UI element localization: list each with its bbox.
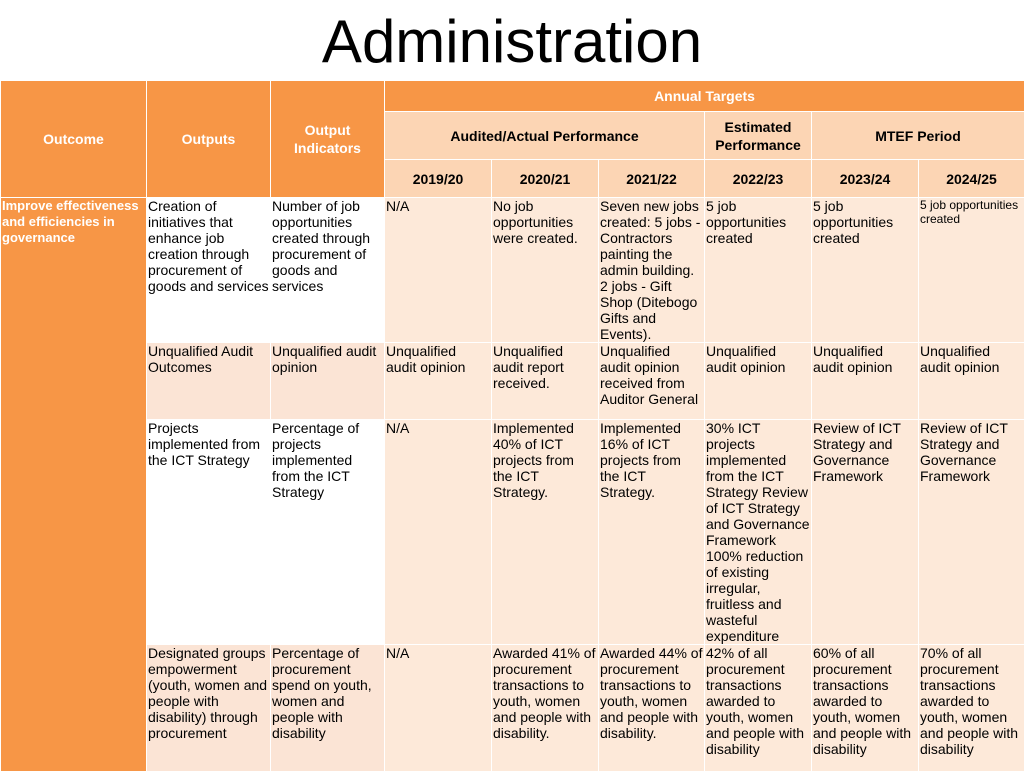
outcome-header: Outcome [1,81,147,198]
value-cell: 5 job opportunities created [705,198,812,343]
value-cell: Unqualified audit opinion [812,343,919,420]
table-row [1,343,1024,420]
value-cell: Unqualified audit opinion [705,343,812,420]
outputs-header: Outputs [147,81,271,198]
output-cell: Designated groups empowerment (youth, women and people with disability) through procurement [147,645,271,772]
value-cell: Implemented 16% of ICT projects from the ICT Strategy. [599,420,705,645]
value-cell: Unqualified audit report received. [492,343,599,420]
value-cell: Unqualified audit opinion [385,343,492,420]
value-cell: Unqualified audit opinion received from Auditor General [599,343,705,420]
value-cell: Awarded 41% of procurement transactions to youth, women and people with disability. [492,645,599,772]
value-cell: Seven new jobs created: 5 jobs - Contractors painting the admin building. 2 jobs - Gift Shop (Ditebogo Gifts and Events). [599,198,705,343]
value-cell: Awarded 44% of procurement transactions to youth, women and people with disability. [599,645,705,772]
table-row [1,198,1024,343]
annual-targets-header: Annual Targets [385,81,1024,112]
mtef-period-header: MTEF Period [812,112,1024,160]
indicator-cell: Percentage of projects implemented from the ICT Strategy [271,420,385,645]
value-cell: Implemented 40% of ICT projects from the ICT Strategy. [492,420,599,645]
page-title: Administration [0,6,1024,78]
header-row-1 [1,81,1024,112]
output-cell: Creation of initiatives that enhance job creation through procurement of goods and services [147,198,271,343]
value-cell: Review of ICT Strategy and Governance Framework [812,420,919,645]
value-cell: 60% of all procurement transactions awarded to youth, women and people with disability [812,645,919,772]
value-cell: Review of ICT Strategy and Governance Framework [919,420,1024,645]
value-cell: 5 job opportunities created [919,198,1024,343]
table-row [1,420,1024,645]
value-cell: N/A [385,645,492,772]
value-cell: 30% ICT projects implemented from the ICT Strategy Review of ICT Strategy and Governance Framework 100% reduction of existing irregular, fruitless and wasteful expenditure [705,420,812,645]
indicator-cell: Percentage of procurement spend on youth, women and people with disability [271,645,385,772]
indicator-cell: Unqualified audit opinion [271,343,385,420]
output-cell: Projects implemented from the ICT Strategy [147,420,271,645]
table-row [1,645,1024,772]
year-header: 2022/23 [705,160,812,198]
value-cell: 5 job opportunities created [812,198,919,343]
audited-performance-header: Audited/Actual Performance [385,112,705,160]
value-cell: No job opportunities were created. [492,198,599,343]
value-cell: 42% of all procurement transactions awarded to youth, women and people with disability [705,645,812,772]
value-cell: 70% of all procurement transactions awarded to youth, women and people with disability [919,645,1024,772]
performance-table [0,80,1024,772]
year-header: 2023/24 [812,160,919,198]
outcome-cell: Improve effectiveness and efficiencies in governance [1,198,147,772]
output-cell: Unqualified Audit Outcomes [147,343,271,420]
value-cell: N/A [385,420,492,645]
output-indicators-header: Output Indicators [271,81,385,198]
value-cell: Unqualified audit opinion [919,343,1024,420]
indicator-cell: Number of job opportunities created through procurement of goods and services [271,198,385,343]
year-header: 2021/22 [599,160,705,198]
year-header: 2020/21 [492,160,599,198]
value-cell: N/A [385,198,492,343]
estimated-performance-header: Estimated Performance [705,112,812,160]
year-header: 2019/20 [385,160,492,198]
year-header: 2024/25 [919,160,1024,198]
